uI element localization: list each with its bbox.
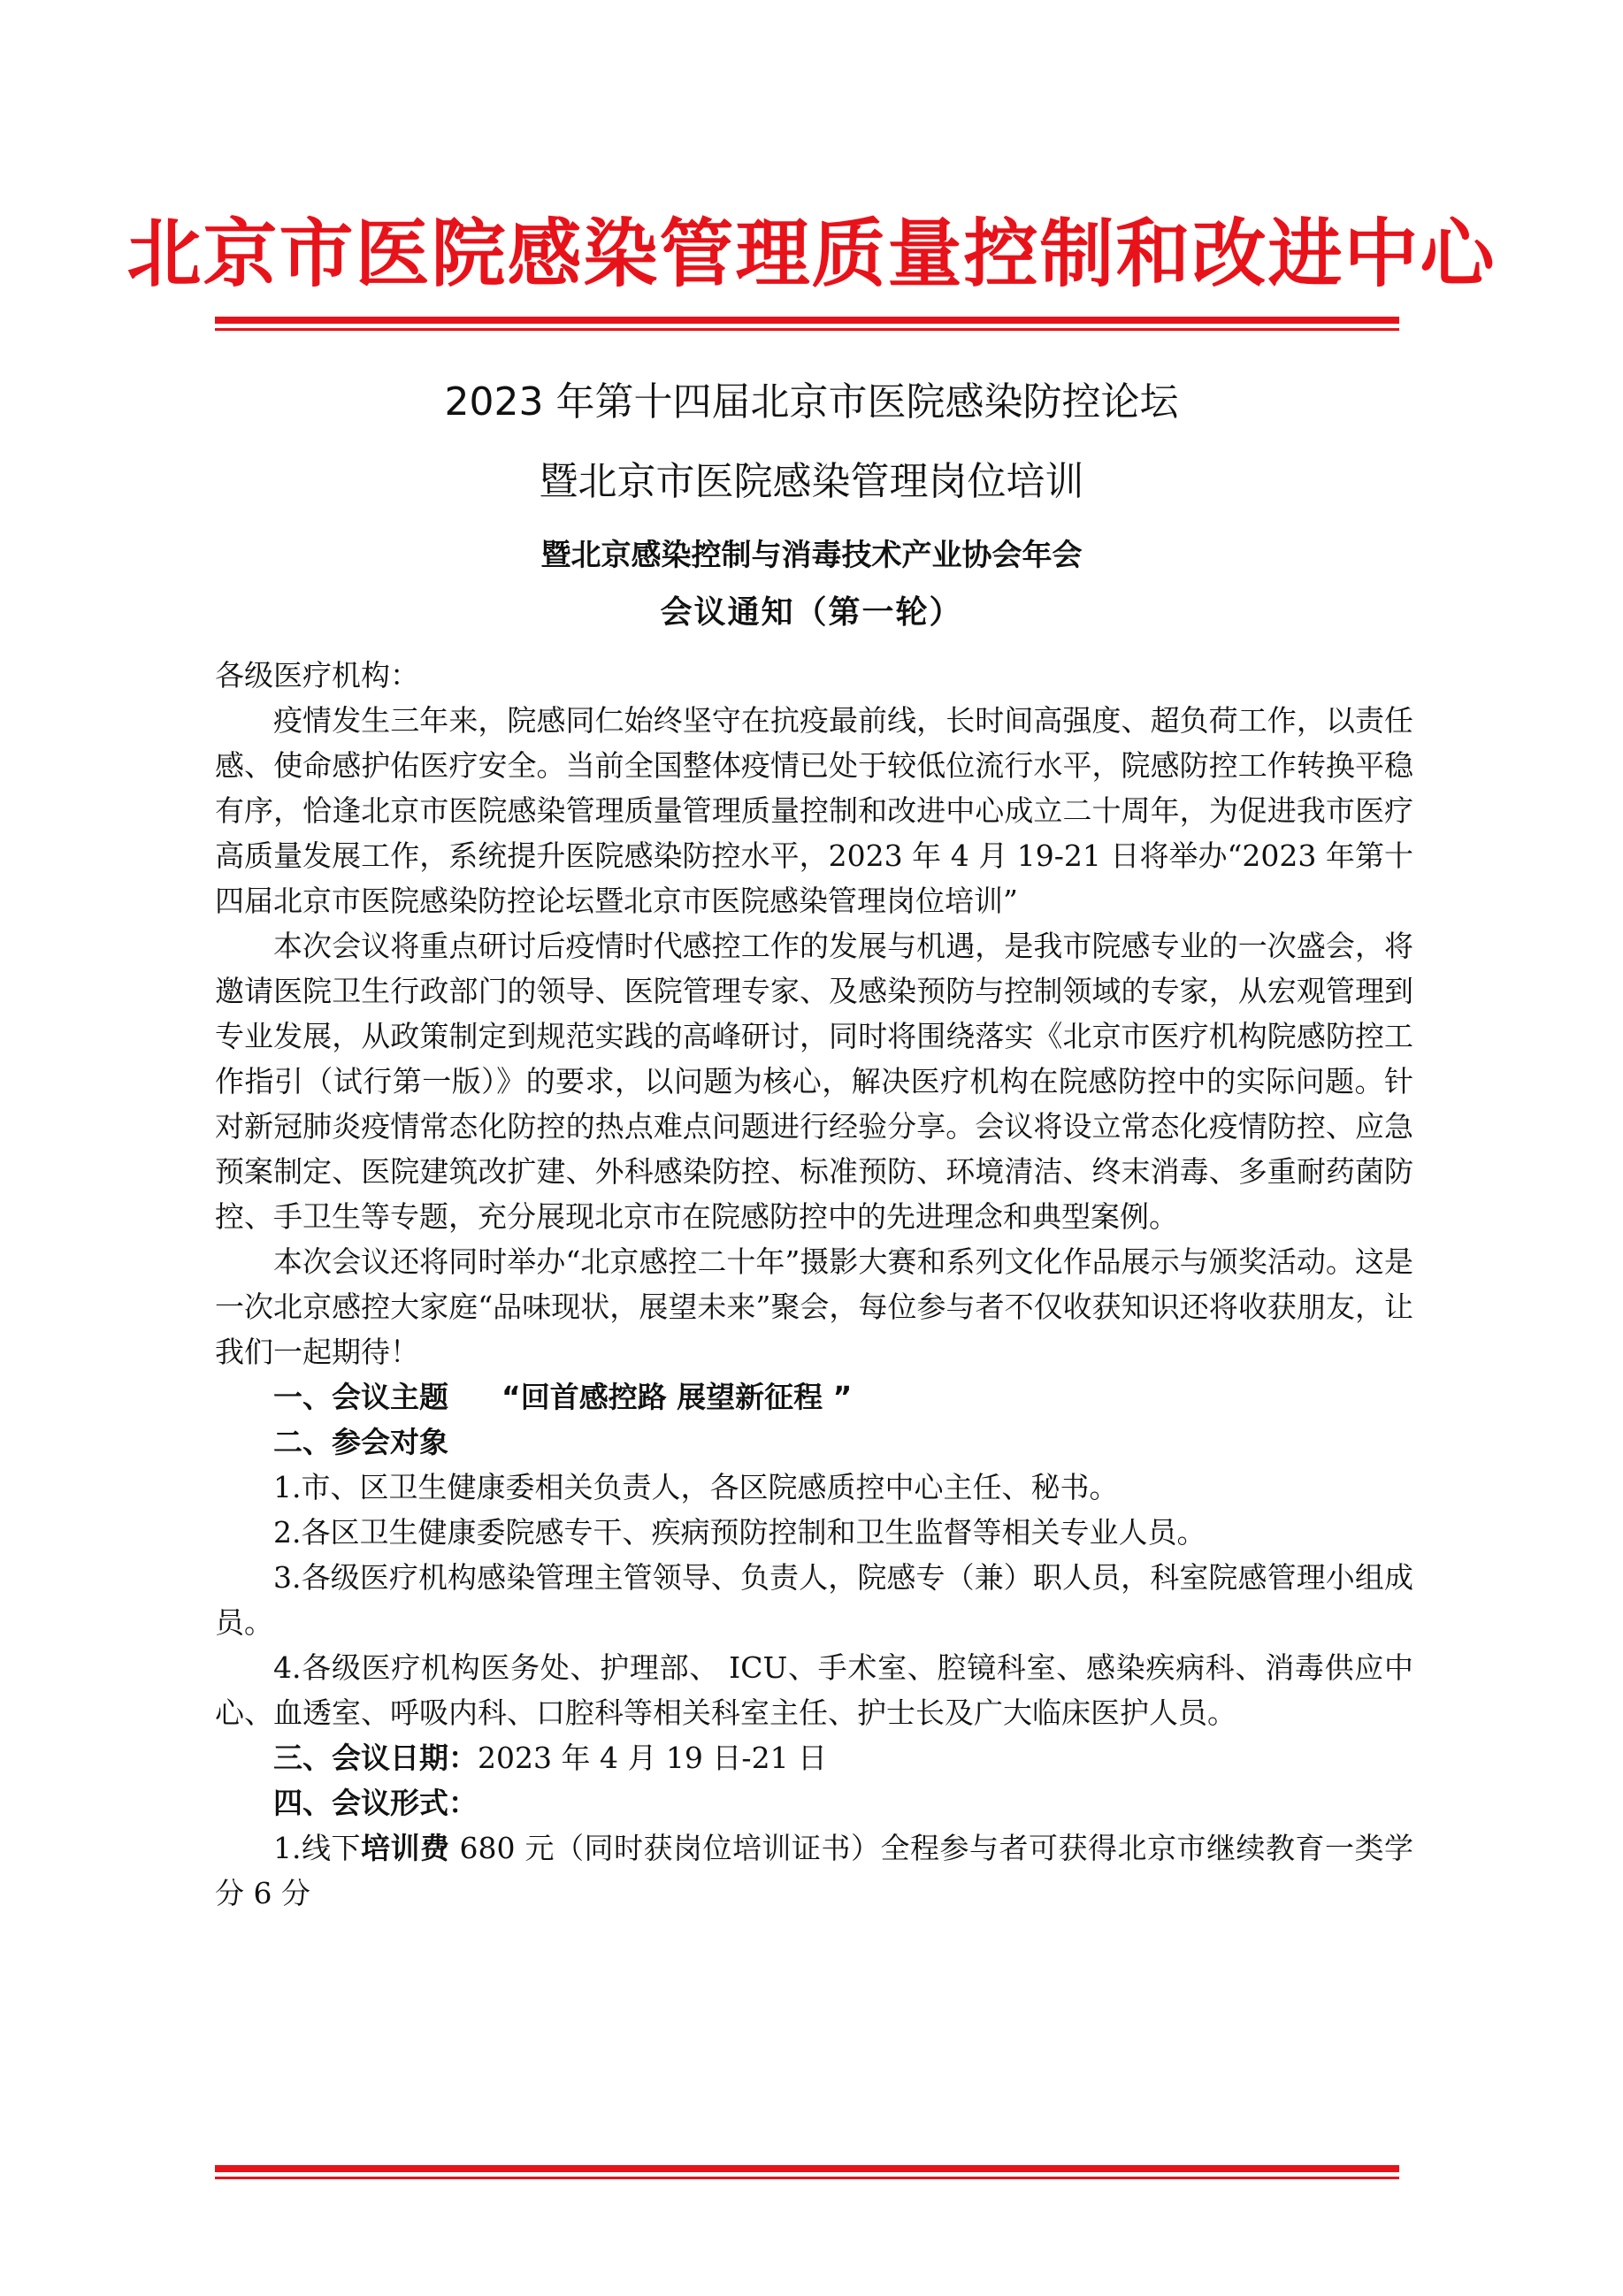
format-heading: 四、会议形式： xyxy=(273,1786,478,1820)
format-item-offline xyxy=(215,1825,1413,1916)
footer-divider xyxy=(215,2165,1399,2179)
date-value: 2023 年 4 月 19 日-21 日 xyxy=(478,1741,828,1775)
notice-title: 会议通知（第一轮） xyxy=(660,594,963,631)
association-title: 暨北京感染控制与消毒技术产业协会年会 xyxy=(540,538,1083,573)
format-item-detail: 680 元（同时获岗位培训证书）全程参与者可获得北京市继续教育一类学分 6 分 xyxy=(215,1831,1414,1910)
section-date xyxy=(215,1735,1413,1780)
training-title: 暨北京市医院感染管理岗位培训 xyxy=(539,459,1084,504)
paragraph-activities: 本次会议还将同时举办“北京感控二十年”摄影大赛和系列文化作品展示与颁奖活动。这是一次北京感控大家庭“品味现状，展望未来”聚会，每位参与者不仅收获知识还将收获朋友，让我们一起期待！ xyxy=(215,1244,1413,1369)
audience-item: 4.各级医疗机构医务处、护理部、 ICU、手术室、腔镜科室、感染疾病科、消毒供应中心、血透室、呼吸内科、口腔科等相关科室主任、护士长及广大临床医护人员。 xyxy=(215,1650,1413,1730)
date-heading: 三、会议日期： xyxy=(273,1741,478,1775)
audience-heading: 二、参会对象 xyxy=(273,1425,448,1459)
paragraph-background: 疫情发生三年来，院感同仁始终坚守在抗疫最前线，长时间高强度、超负荷工作，以责任感、使命感护佑医疗安全。当前全国整体疫情已处于较低位流行水平，院感防控工作转换平稳有序，恰逢北京市医院感染管理质量管理质量控制和改进中心成立二十周年，为促进我市医疗高质量发展工作，系统提升医院感染防控水平，2023 年 4 月 19-21 日将举办“2023 年第十四届北京市医院感染防控论坛暨北京市医院感染管理岗位培训” xyxy=(215,703,1413,918)
training-fee-label: 培训费 xyxy=(361,1831,450,1865)
audience-item: 2.各区卫生健康委院感专干、疾病预防控制和卫生监督等相关专业人员。 xyxy=(273,1515,1206,1550)
paragraph-agenda: 本次会议将重点研讨后疫情时代感控工作的发展与机遇，是我市院感专业的一次盛会，将邀请医院卫生行政部门的领导、医院管理专家、及感染预防与控制领域的专家，从宏观管理到专业发展，从政策制定到规范实践的高峰研讨，同时将围绕落实《北京市医疗机构院感防控工作指引（试行第一版）》的要求，以问题为核心，解决医疗机构在院感防控中的实际问题。针对新冠肺炎疫情常态化防控的热点难点问题进行经验分享。会议将设立常态化疫情防控、应急预案制定、医院建筑改扩建、外科感染防控、标准预防、环境清洁、终末消毒、多重耐药菌防控、手卫生等专题，充分展现北京市在院感防控中的先进理念和典型案例。 xyxy=(215,929,1413,1234)
forum-title: 2023 年第十四届北京市医院感染防控论坛 xyxy=(444,379,1179,425)
audience-item: 1.市、区卫生健康委相关负责人，各区院感质控中心主任、秘书。 xyxy=(273,1470,1119,1504)
section-theme xyxy=(215,1374,1413,1420)
audience-item: 3.各级医疗机构感染管理主管领导、负责人，院感专（兼）职人员，科室院感管理小组成员。 xyxy=(215,1560,1413,1640)
organization-title: 北京市医院感染管理质量控制和改进中心 xyxy=(126,210,1497,297)
theme-value: “回首感控路 展望新征程 ” xyxy=(501,1380,853,1414)
salutation: 各级医疗机构： xyxy=(215,658,419,693)
theme-heading: 一、会议主题 xyxy=(273,1380,448,1414)
notice-body xyxy=(215,653,1413,1916)
header-divider xyxy=(215,317,1399,331)
format-item-prefix: 1.线下 xyxy=(273,1831,361,1865)
